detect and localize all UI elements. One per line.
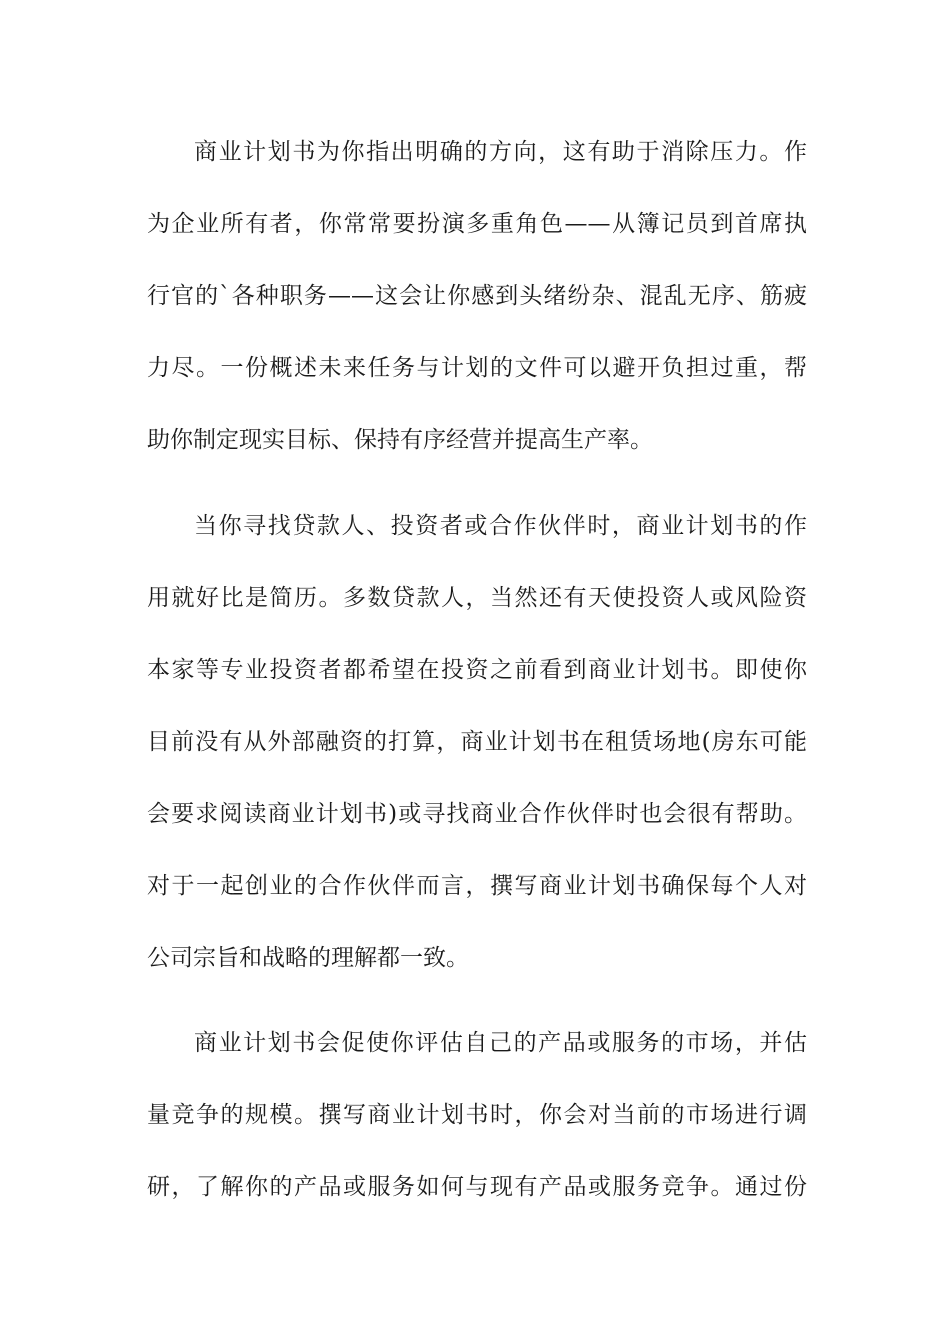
paragraph-1-line-3: 行官的`各种职务——这会让你感到头绪纷杂、混乱无序、筋疲 — [147, 283, 807, 309]
paragraph-3-line-1: 商业计划书会促使你评估自己的产品或服务的市场，并估 — [194, 1030, 807, 1056]
paragraph-2-line-2: 用就好比是简历。多数贷款人，当然还有天使投资人或风险资 — [147, 585, 807, 611]
paragraph-3-line-2: 量竞争的规模。撰写商业计划书时，你会对当前的市场进行调 — [147, 1102, 807, 1128]
paragraph-1-line-5: 助你制定现实目标、保持有序经营并提高生产率。 — [147, 427, 653, 453]
paragraph-2-line-1: 当你寻找贷款人、投资者或合作伙伴时，商业计划书的作 — [194, 513, 807, 539]
paragraph-1-line-4: 力尽。一份概述未来任务与计划的文件可以避开负担过重，帮 — [147, 355, 807, 381]
paragraph-2-line-3: 本家等专业投资者都希望在投资之前看到商业计划书。即使你 — [147, 657, 807, 683]
paragraph-1-line-1: 商业计划书为你指出明确的方向，这有助于消除压力。作 — [194, 139, 807, 165]
paragraph-2-line-7: 公司宗旨和战略的理解都一致。 — [147, 945, 469, 971]
paragraph-2-line-4: 目前没有从外部融资的打算，商业计划书在租赁场地(房东可能 — [147, 729, 807, 755]
paragraph-1-line-2: 为企业所有者，你常常要扮演多重角色——从簿记员到首席执 — [147, 211, 807, 237]
paragraph-2-line-6: 对于一起创业的合作伙伴而言，撰写商业计划书确保每个人对 — [147, 873, 807, 899]
paragraph-3-line-3: 研，了解你的产品或服务如何与现有产品或服务竞争。通过份 — [147, 1174, 807, 1200]
paragraph-2-line-5: 会要求阅读商业计划书)或寻找商业合作伙伴时也会很有帮助。 — [147, 801, 807, 827]
